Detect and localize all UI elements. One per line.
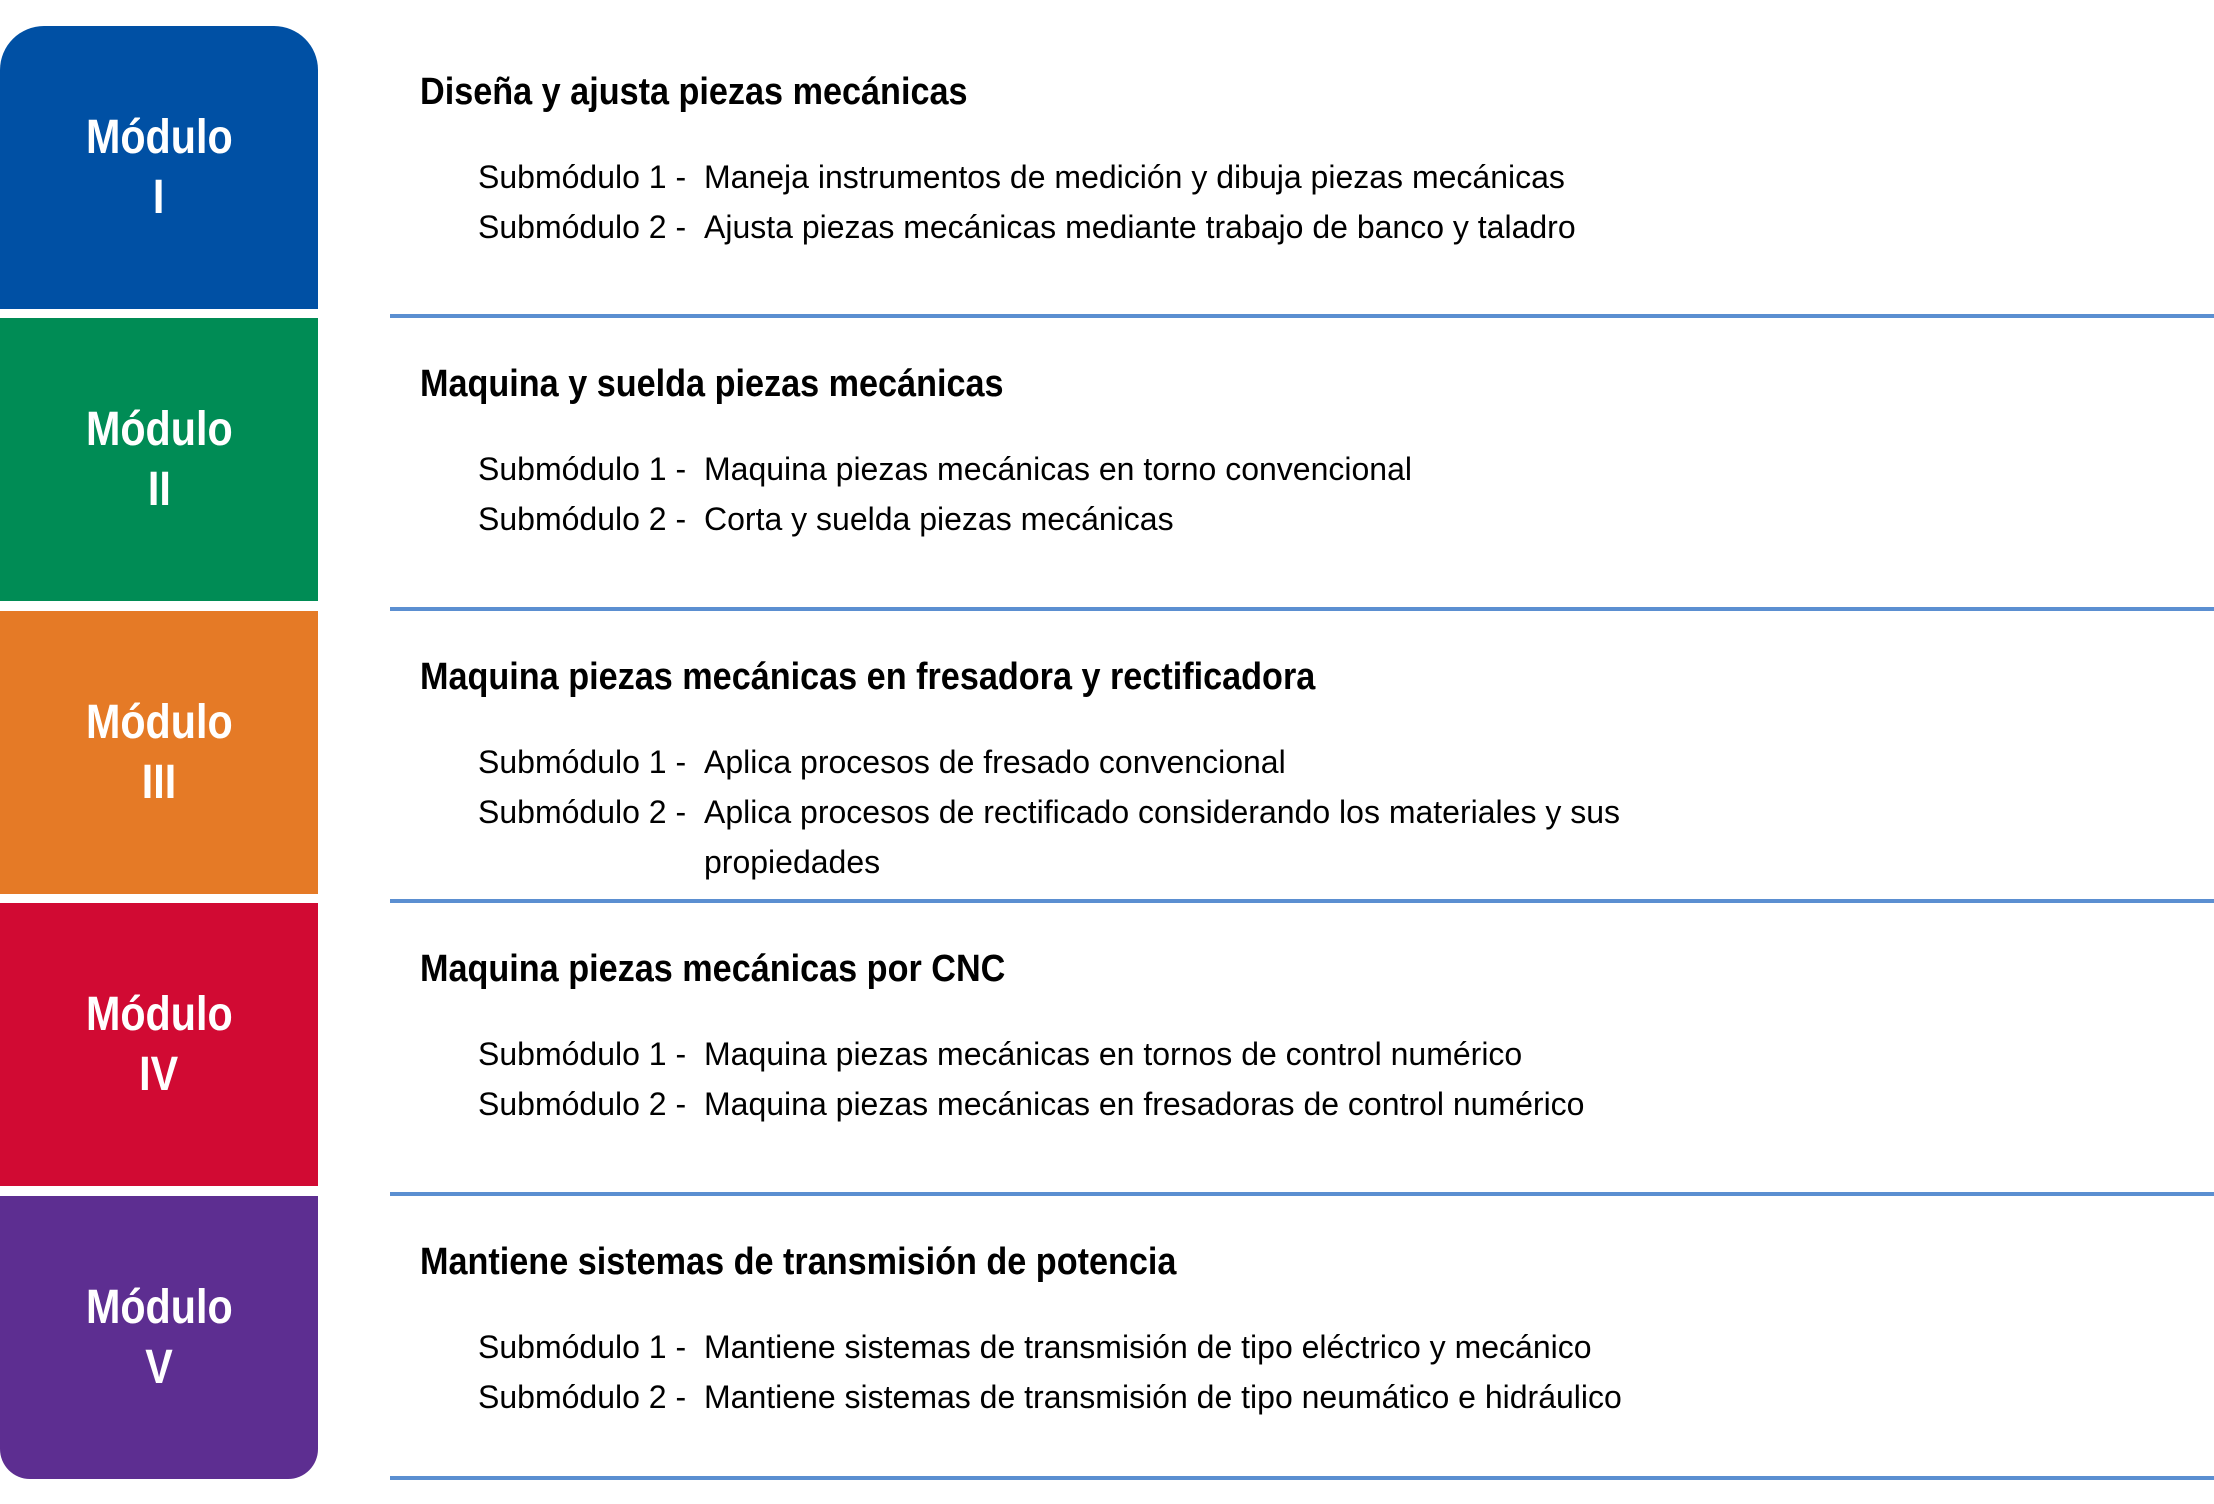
- module-badge-numeral: V: [145, 1340, 173, 1394]
- module-badge-word: Módulo: [85, 110, 233, 164]
- module-badge-word: Módulo: [85, 1280, 233, 1334]
- submodule-text: Mantiene sistemas de transmisión de tipo eléctrico y mecánico: [704, 1329, 1592, 1365]
- submodule-item: [478, 494, 1664, 544]
- submodule-label: Submódulo 1 -: [478, 1036, 687, 1072]
- submodule-item: [478, 737, 1664, 787]
- submodule-item: [478, 1079, 1664, 1129]
- module-badge-word: Módulo: [85, 695, 233, 749]
- module-title: Diseña y ajusta piezas mecánicas: [420, 71, 968, 113]
- module-title: Maquina piezas mecánicas en fresadora y rectificadora: [420, 656, 1316, 698]
- submodule-list: [478, 444, 1664, 544]
- submodule-text: Corta y suelda piezas mecánicas: [704, 501, 1174, 537]
- module-row-2: [0, 318, 2214, 608]
- submodule-item: [478, 444, 1664, 494]
- submodule-list: [478, 1322, 1664, 1422]
- module-badge-1: [0, 26, 318, 309]
- module-title: Maquina y suelda piezas mecánicas: [420, 363, 1004, 405]
- module-badge-3: [0, 611, 318, 894]
- module-badge-word: Módulo: [85, 987, 233, 1041]
- submodule-item: [478, 202, 1664, 252]
- submodule-label: Submódulo 2 -: [478, 794, 687, 830]
- submodule-item: [478, 787, 1664, 887]
- module-row-3: [0, 611, 2214, 901]
- submodule-label: Submódulo 2 -: [478, 209, 687, 245]
- submodule-label: Submódulo 2 -: [478, 1086, 687, 1122]
- module-title: Mantiene sistemas de transmisión de potencia: [420, 1241, 1177, 1283]
- submodule-label: Submódulo 1 -: [478, 744, 687, 780]
- submodule-text: Mantiene sistemas de transmisión de tipo neumático e hidráulico: [704, 1379, 1622, 1415]
- submodule-label: Submódulo 1 -: [478, 451, 687, 487]
- submodule-text: Aplica procesos de rectificado considerando los materiales y sus propiedades: [704, 794, 1621, 880]
- submodule-list: [478, 1029, 1664, 1129]
- module-badge-4: [0, 903, 318, 1186]
- submodule-text: Ajusta piezas mecánicas mediante trabajo de banco y taladro: [704, 209, 1576, 245]
- submodule-label: Submódulo 1 -: [478, 1329, 687, 1365]
- module-badge-numeral: I: [153, 170, 165, 224]
- module-row-4: [0, 903, 2214, 1193]
- submodule-item: [478, 1372, 1664, 1422]
- module-badge-numeral: II: [147, 462, 171, 516]
- submodule-item: [478, 152, 1664, 202]
- module-row-5: [0, 1196, 2214, 1486]
- module-badge-5: [0, 1196, 318, 1479]
- submodule-list: [478, 737, 1664, 887]
- module-badge-numeral: IV: [139, 1047, 179, 1101]
- submodule-text: Maquina piezas mecánicas en tornos de control numérico: [704, 1036, 1523, 1072]
- module-title: Maquina piezas mecánicas por CNC: [420, 948, 1006, 990]
- submodule-text: Maquina piezas mecánicas en torno convencional: [704, 451, 1412, 487]
- submodule-label: Submódulo 1 -: [478, 159, 687, 195]
- submodule-label: Submódulo 2 -: [478, 501, 687, 537]
- submodule-text: Aplica procesos de fresado convencional: [704, 744, 1286, 780]
- submodule-label: Submódulo 2 -: [478, 1379, 687, 1415]
- module-badge-numeral: III: [141, 755, 177, 809]
- module-row-1: [0, 26, 2214, 316]
- submodule-list: [478, 152, 1664, 252]
- module-badge-word: Módulo: [85, 402, 233, 456]
- module-badge-2: [0, 318, 318, 601]
- submodule-text: Maneja instrumentos de medición y dibuja piezas mecánicas: [704, 159, 1565, 195]
- divider: [390, 1476, 2214, 1480]
- submodule-item: [478, 1029, 1664, 1079]
- submodule-text: Maquina piezas mecánicas en fresadoras de control numérico: [704, 1086, 1585, 1122]
- submodule-item: [478, 1322, 1664, 1372]
